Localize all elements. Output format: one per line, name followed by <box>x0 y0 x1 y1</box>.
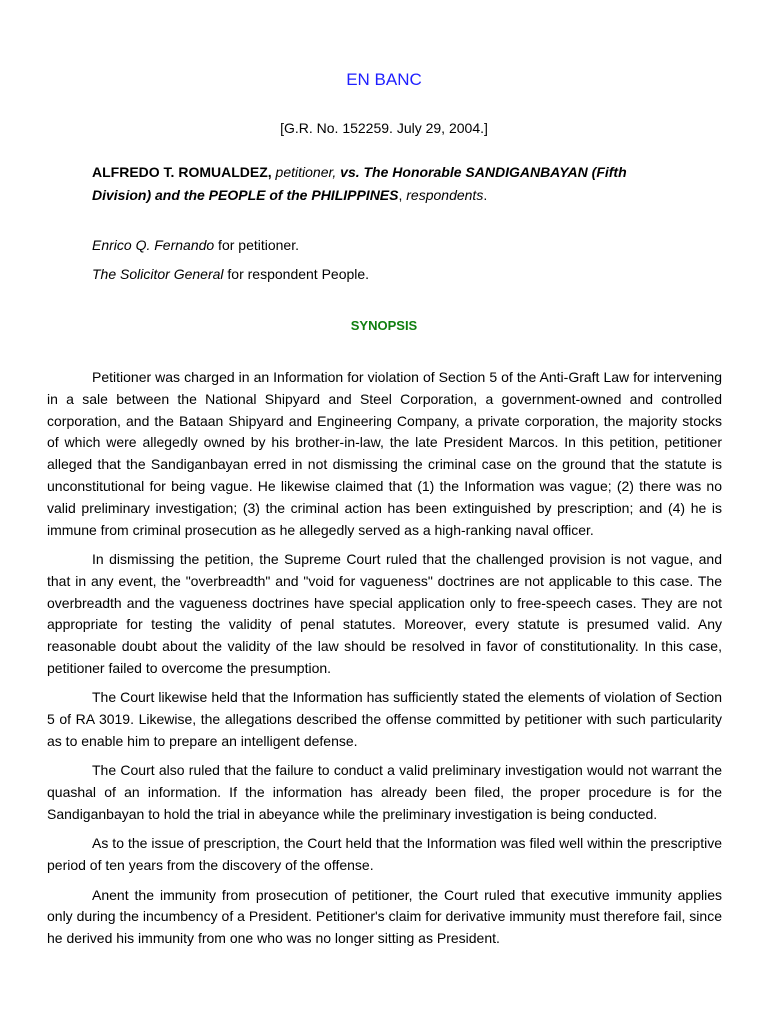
case-parties: ALFREDO T. ROMUALDEZ, petitioner, vs. The Honorable SANDIGANBAYAN (Fifth Division) and the PEOPLE of the PHILIPPINES, respondents. <box>92 164 627 203</box>
counsel-respondent <box>92 264 369 284</box>
respondents-names: vs. The Honorable SANDIGANBAYAN (Fifth Division) and the PEOPLE of the PHILIPPINES <box>92 164 627 203</box>
counsel-petitioner-text: for petitioner. <box>214 237 299 253</box>
synopsis-paragraph-1: Petitioner was charged in an Information for violation of Section 5 of the Anti-Graft Law for intervening in a sale between the National Shipyard and Steel Corporation, a government-owned and controlled corporation, and the Bataan Shipyard and Engineering Company, a private corporation, the majority stocks of which were allegedly owned by his brother-in-law, the late President Marcos. In this petition, petitioner alleged that the Sandiganbayan erred in not dismissing the criminal case on the ground that the statute is unconstitutional for being vague. He likewise claimed that (1) the Information was vague; (2) there was no valid preliminary investigation; (3) the criminal action has been extinguished by prescription; and (4) he is immune from criminal prosecution as he allegedly served as a high-ranking naval officer. <box>47 369 722 538</box>
synopsis-paragraph-5: As to the issue of prescription, the Court held that the Information was filed well within the prescriptive period of ten years from the discovery of the offense. <box>47 835 722 874</box>
synopsis-paragraph-6: Anent the immunity from prosecution of petitioner, the Court ruled that executive immunity applies only during the incumbency of a President. Petitioner's claim for derivative immunity must therefore fail, since he derived his immunity from one who was no longer sitting as President. <box>47 886 722 947</box>
counsel-petitioner <box>92 235 299 255</box>
counsel-respondent-text: for respondent People. <box>223 266 370 282</box>
case-number: [G.R. No. 152259. July 29, 2004.] <box>280 120 488 136</box>
counsel-respondent-name: The Solicitor General <box>92 266 224 282</box>
court-heading: EN BANC <box>346 70 422 89</box>
petitioner-role: petitioner, <box>275 164 337 180</box>
synopsis-paragraph-3: The Court likewise held that the Information has sufficiently stated the elements of violation of Section 5 of RA 3019. Likewise, the allegations described the offense committed by petitioner with such particularity as to enable him to prepare an intelligent defense. <box>47 689 722 749</box>
petitioner-name: ALFREDO T. ROMUALDEZ, <box>92 164 272 180</box>
ra-3019-link[interactable]: RA 3019 <box>75 711 131 728</box>
synopsis-paragraph-2: In dismissing the petition, the Supreme Court ruled that the challenged provision is not vague, and that in any event, the "overbreadth" and "void for vagueness" doctrines are not applicable to this case. The overbreadth and the vagueness doctrines have special application only to free-speech cases. They are not appropriate for testing the validity of penal statutes. Moreover, every statute is presumed valid. Any reasonable doubt about the validity of the law should be resolved in favor of constitutionality. In this case, petitioner failed to overcome the presumption. <box>47 550 722 676</box>
synopsis-body <box>47 367 722 957</box>
anti-graft-law-link[interactable]: Anti-Graft Law <box>539 369 630 385</box>
synopsis-heading: SYNOPSIS <box>350 318 418 333</box>
synopsis-paragraph-4: The Court also ruled that the failure to conduct a valid preliminary investigation would not warrant the quashal of an information. If the information has already been filed, the proper procedure is for the Sandiganbayan to hold the trial in abeyance while the preliminary investigation is being conducted. <box>47 762 722 822</box>
respondent-role: respondents <box>406 187 484 203</box>
counsel-petitioner-name: Enrico Q. Fernando <box>92 237 215 253</box>
